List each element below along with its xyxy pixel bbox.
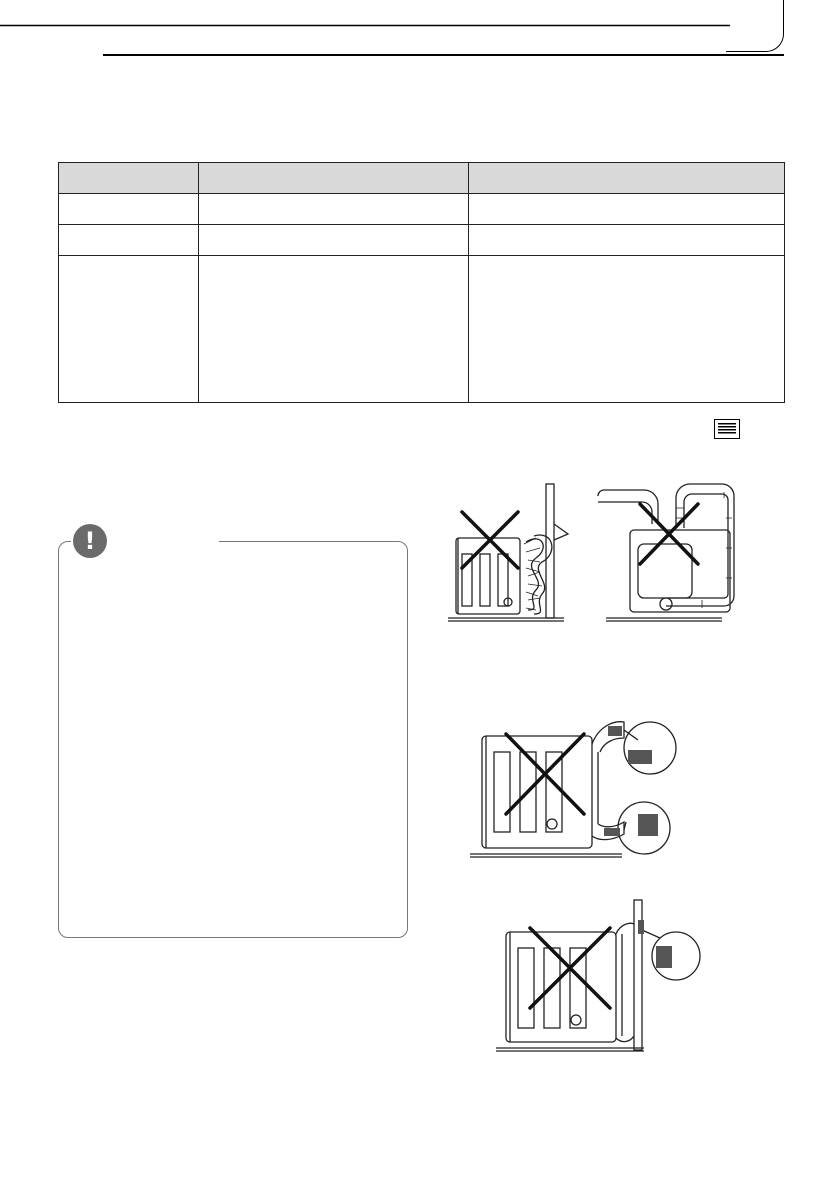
table-cell [469, 225, 785, 256]
header-rule [103, 54, 784, 56]
exclamation-icon: ! [73, 524, 107, 558]
illustration-duct-joint [494, 898, 704, 1054]
table-cell [199, 194, 469, 225]
menu-icon [714, 419, 740, 439]
table-header-cell [199, 163, 469, 194]
table-row [59, 256, 785, 403]
table-header-row [59, 163, 785, 194]
table-cell [199, 256, 469, 403]
header-line [0, 24, 784, 27]
table-cell [59, 225, 199, 256]
header-tab-cap [726, 0, 784, 52]
table-row [59, 194, 785, 225]
illustration-screws-in-duct [468, 690, 678, 862]
table-cell [199, 225, 469, 256]
table-cell [59, 194, 199, 225]
illustration-long-duct [592, 478, 744, 624]
spec-table [58, 162, 785, 403]
table-cell [469, 194, 785, 225]
table-header-cell [469, 163, 785, 194]
note-box [58, 541, 408, 938]
table-header-cell [59, 163, 199, 194]
table-cell [469, 256, 785, 403]
table-cell [59, 256, 199, 403]
table-row [59, 225, 785, 256]
page-header-decoration [0, 0, 784, 54]
illustration-crushed-duct [446, 482, 578, 624]
